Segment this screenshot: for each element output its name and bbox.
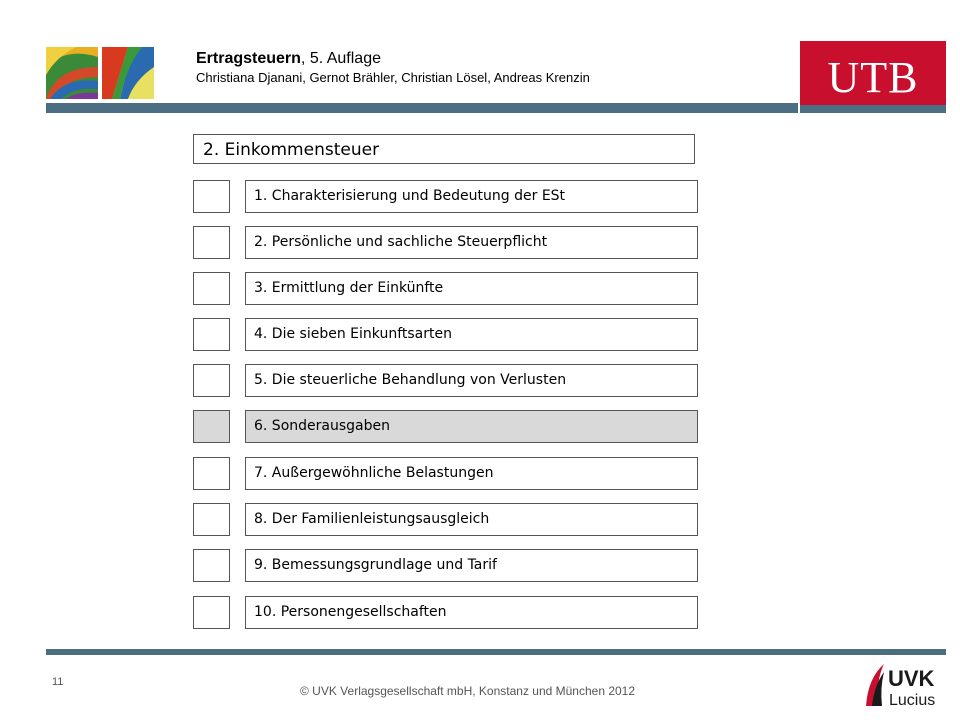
toc-item-label: 8. Der Familienleistungsausgleich [245,503,698,536]
toc-item [193,457,698,490]
toc-item [193,318,698,351]
toc-item-label: 1. Charakterisierung und Bedeutung der ESt [245,180,698,213]
toc-item [193,596,698,629]
toc-item [193,364,698,397]
toc-item-marker [193,503,230,536]
book-title [196,50,590,68]
book-title-edition: , 5. Auflage [300,50,381,67]
toc-item-label: 10. Personengesellschaften [245,596,698,629]
toc-item-label: 7. Außergewöhnliche Belastungen [245,457,698,490]
lucius-logo-text: Lucius [889,692,936,709]
utb-logo-text: UTB [827,52,919,102]
toc-item-label: 5. Die steuerliche Behandlung von Verlusten [245,364,698,397]
cover-art-tile-right [102,47,154,99]
header-divider-right [800,105,946,113]
toc-item-label: 6. Sonderausgaben [245,410,698,443]
toc-item [193,503,698,536]
copyright-notice: © UVK Verlagsgesellschaft mbH, Konstanz und München 2012 [300,684,636,698]
toc-item-label: 2. Persönliche und sachliche Steuerpflicht [245,226,698,259]
toc-item-label: 3. Ermittlung der Einkünfte [245,272,698,305]
chapter-heading: 2. Einkommensteuer [193,134,695,164]
toc-item-marker [193,180,230,213]
toc-item-marker [193,226,230,259]
toc-item-label: 4. Die sieben Einkunftsarten [245,318,698,351]
toc-item-marker [193,272,230,305]
toc-item-marker [193,457,230,490]
toc-item [193,226,698,259]
book-authors: Christiana Djanani, Gernot Brähler, Christian Lösel, Andreas Krenzin [196,70,590,85]
book-header [196,50,590,86]
toc-item-label: 9. Bemessungsgrundlage und Tarif [245,549,698,582]
uvk-lucius-logo [862,660,948,710]
toc-item-marker [193,549,230,582]
uvk-logo-text: UVK [888,666,935,691]
toc-item [193,410,698,443]
footer-divider [46,649,946,655]
toc-item-marker [193,318,230,351]
header-divider [46,103,798,113]
toc-item [193,272,698,305]
page-number: 11 [52,676,64,688]
toc-item-marker [193,410,230,443]
toc-item [193,549,698,582]
toc-item [193,180,698,213]
toc-item-marker [193,596,230,629]
cover-art-tile-left [46,47,98,99]
toc-item-marker [193,364,230,397]
book-title-bold: Ertragsteuern [196,50,301,67]
utb-logo [800,41,946,113]
book-cover-art [46,47,154,99]
